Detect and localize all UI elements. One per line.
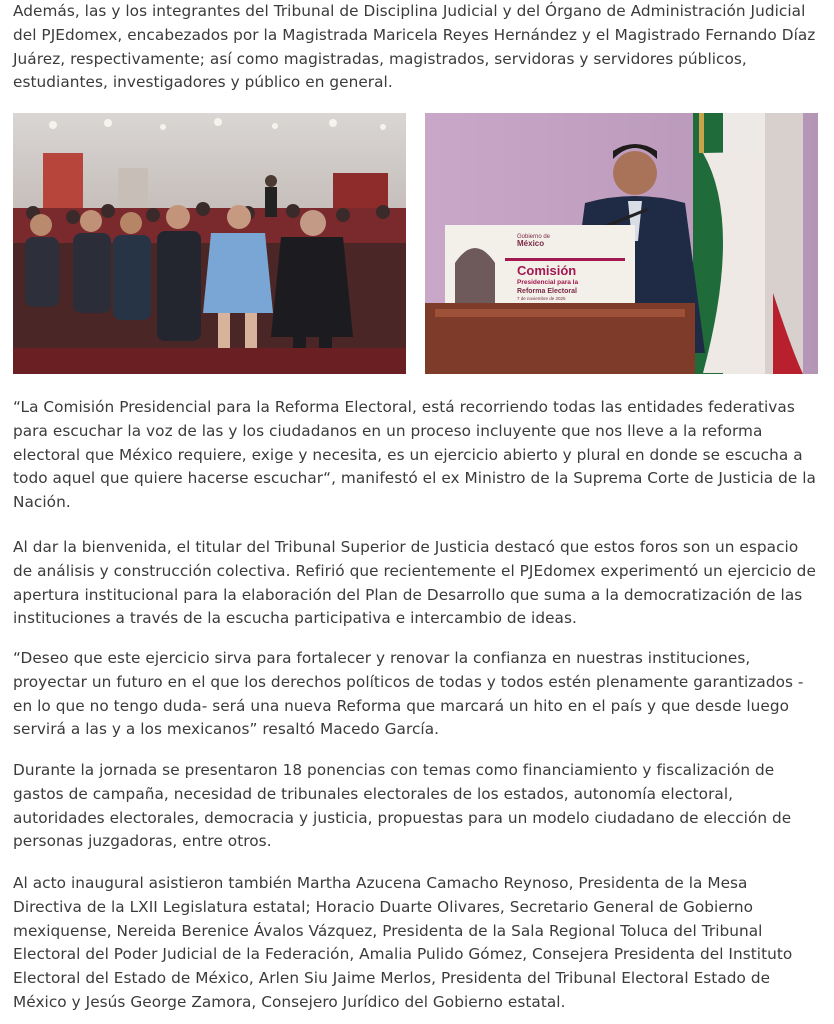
sign-mexico-text: México (517, 239, 545, 248)
paragraph-intro: Además, las y los integrantes del Tribunal de Disciplina Judicial y del Órgano de Administración Judicial del PJEdomex, encabezados por la Magistrada Maricela Reyes Hernández y el Magistrado Fernando Díaz Juárez, respectivamente; así como magistradas, magistrados, servidoras y servidores públicos, estudiantes, investigadores y público en general. (13, 2, 816, 92)
sign-presidencial-text: Presidencial para la (517, 279, 579, 286)
speaker-photo (425, 113, 818, 374)
sign-fecha-text: 7 de noviembre de 2025 (517, 296, 566, 301)
paragraph-welcome: Al dar la bienvenida, el titular del Tribunal Superior de Justicia destacó que estos foros son un espacio de análisis y construcción colectiva. Refirió que recientemente el PJEdomex experimentó un ejercicio de apertura institucional para la elaboración del Plan de Desarrollo que suma a la democratización de las instituciones a través de la escucha participativa e intercambio de ideas. (13, 538, 816, 628)
sign-reforma-text: Reforma Electoral (517, 288, 577, 295)
audience-photo (13, 113, 406, 374)
paragraph-asistentes: Al acto inaugural asistieron también Martha Azucena Camacho Reynoso, Presidenta de la Mesa Directiva de la LXII Legislatura estatal; Horacio Duarte Olivares, Secretario General de Gobierno mexiquense, Nereida Berenice Ávalos Vázquez, Presidenta de la Sala Regional Toluca del Tribunal Electoral del Poder Judicial de la Federación, Amalia Pulido Gómez, Consejera Presidenta del Instituto Electoral del Estado de México, Arlen Siu Jaime Merlos, Presidenta del Tribunal Electoral Estado de México y Jesús George Zamora, Consejero Jurídico del Gobierno estatal. (13, 874, 793, 1011)
paragraph-quote-comision: “La Comisión Presidencial para la Reforma Electoral, está recorriendo todas las entidades federativas para escuchar la voz de las y los ciudadanos en un proceso incluyente que nos lleve a la reforma electoral que México requiere, exige y necesita, es un ejercicio abierto y plural en donde se escucha a todo aquel que quiere hacerse escuchar“, manifestó el ex Ministro de la Suprema Corte de Justicia de la Nación. (13, 398, 816, 512)
sign-gobierno-text: Gobierno de (517, 234, 551, 240)
sign-comision-text: Comisión (517, 263, 577, 278)
paragraph-quote-macedo: “Deseo que este ejercicio sirva para fortalecer y renovar la confianza en nuestras instituciones, proyectar un futuro en el que los derechos políticos de todas y todos estén plenamente garantizados - en lo que no tengo duda- será una nueva Reforma que marcará un hito en el país y que desde luego servirá a las y a los mexicanos” resaltó Macedo García. (13, 649, 804, 739)
paragraph-jornada: Durante la jornada se presentaron 18 ponencias con temas como financiamiento y fiscalización de gastos de campaña, necesidad de tribunales electorales de los estados, autonomía electoral, autoridades electorales, democracia y justicia, propuestas para un modelo ciudadano de elección de personas juzgadoras, entre otros. (13, 761, 792, 851)
